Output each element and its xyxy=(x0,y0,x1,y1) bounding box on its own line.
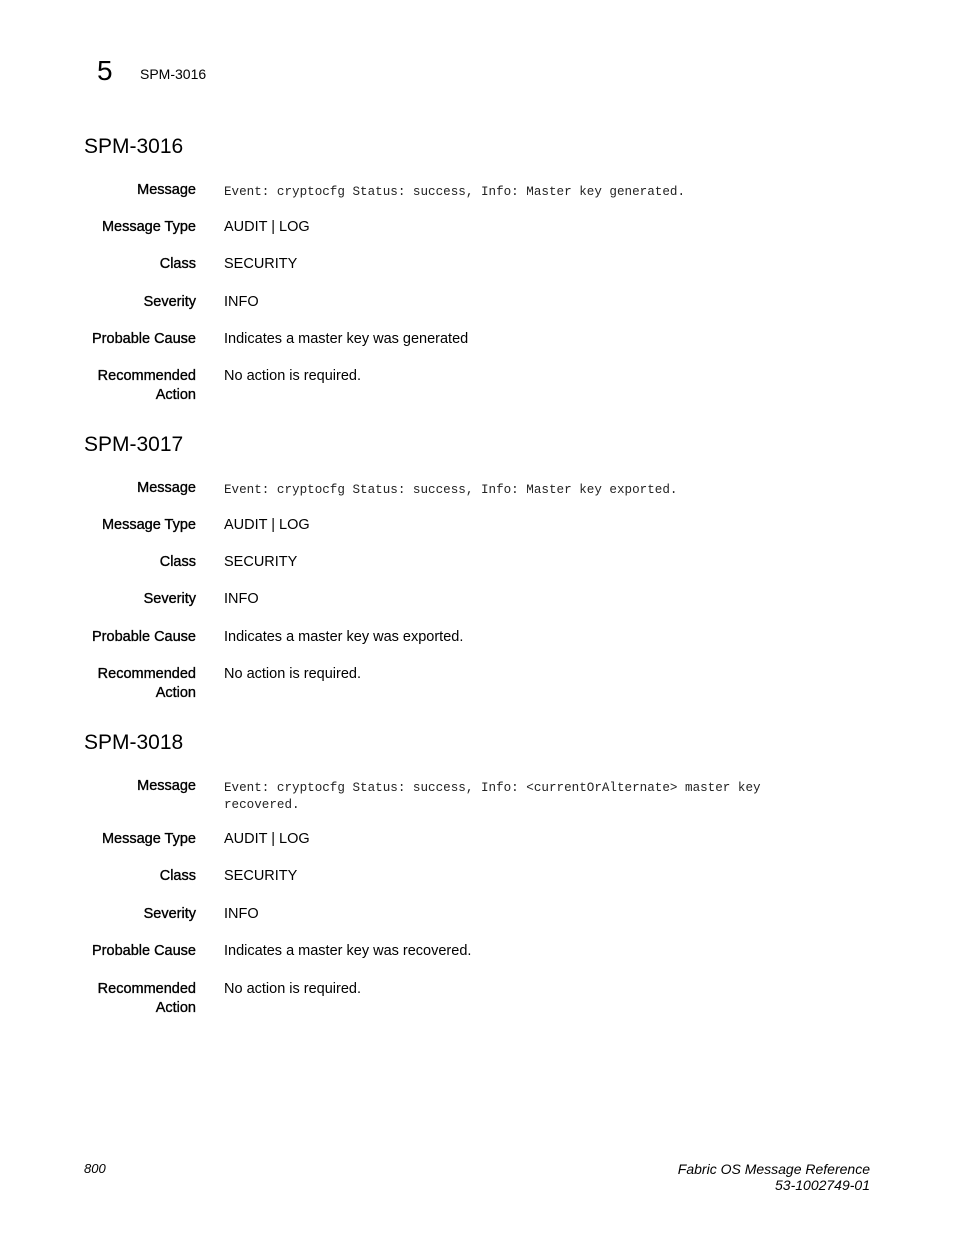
message-type-value: AUDIT | LOG xyxy=(224,831,310,847)
entry-title: SPM-3018 xyxy=(84,731,184,754)
recommended-label-line1: Recommended xyxy=(97,666,196,682)
probable-cause-value: Indicates a master key was recovered. xyxy=(224,943,472,959)
chapter-number: 5 xyxy=(97,55,113,86)
recommended-label-line2: Action xyxy=(155,387,196,403)
class-value: SECURITY xyxy=(224,868,298,884)
doc-footer xyxy=(678,1161,870,1193)
class-label: Class xyxy=(159,868,196,884)
message-value: Event: cryptocfg Status: success, Info: Master key generated. xyxy=(224,185,686,199)
class-value: SECURITY xyxy=(224,256,298,272)
entry-title: SPM-3017 xyxy=(84,433,184,456)
message-type-label: Message Type xyxy=(101,219,196,235)
severity-label: Severity xyxy=(143,294,196,310)
message-label: Message xyxy=(137,480,196,496)
class-value: SECURITY xyxy=(224,554,298,570)
message-label: Message xyxy=(137,182,196,198)
severity-label: Severity xyxy=(143,591,196,607)
recommended-action-label xyxy=(46,980,196,1018)
recommended-action-label xyxy=(46,665,196,703)
message-line-2: recovered. xyxy=(224,797,300,812)
recommended-label-line2: Action xyxy=(155,1000,196,1016)
message-type-label: Message Type xyxy=(101,517,196,533)
recommended-label-line1: Recommended xyxy=(97,981,196,997)
page-number: 800 xyxy=(84,1161,106,1176)
message-value xyxy=(224,780,824,813)
recommended-action-label xyxy=(46,367,196,405)
severity-value: INFO xyxy=(224,591,259,607)
recommended-action-value: No action is required. xyxy=(224,666,362,682)
recommended-action-value: No action is required. xyxy=(224,981,362,997)
message-type-value: AUDIT | LOG xyxy=(224,517,310,533)
probable-cause-label: Probable Cause xyxy=(92,629,196,645)
message-value: Event: cryptocfg Status: success, Info: Master key exported. xyxy=(224,483,678,497)
recommended-label-line2: Action xyxy=(155,685,196,701)
message-line-1: Event: cryptocfg Status: success, Info: <currentOrAlternate> master key xyxy=(224,781,761,795)
message-type-label: Message Type xyxy=(101,831,196,847)
entry-title: SPM-3016 xyxy=(84,135,184,158)
class-label: Class xyxy=(159,256,196,272)
severity-label: Severity xyxy=(143,906,196,922)
doc-number: 53-1002749-01 xyxy=(775,1177,870,1193)
recommended-label-line1: Recommended xyxy=(97,368,196,384)
class-label: Class xyxy=(159,554,196,570)
probable-cause-value: Indicates a master key was generated xyxy=(224,331,469,347)
probable-cause-label: Probable Cause xyxy=(92,331,196,347)
message-type-value: AUDIT | LOG xyxy=(224,219,310,235)
probable-cause-label: Probable Cause xyxy=(92,943,196,959)
severity-value: INFO xyxy=(224,294,259,310)
probable-cause-value: Indicates a master key was exported. xyxy=(224,629,464,645)
message-label: Message xyxy=(137,778,196,794)
running-title: SPM-3016 xyxy=(140,66,207,82)
doc-title: Fabric OS Message Reference xyxy=(677,1161,870,1177)
recommended-action-value: No action is required. xyxy=(224,368,362,384)
severity-value: INFO xyxy=(224,906,259,922)
